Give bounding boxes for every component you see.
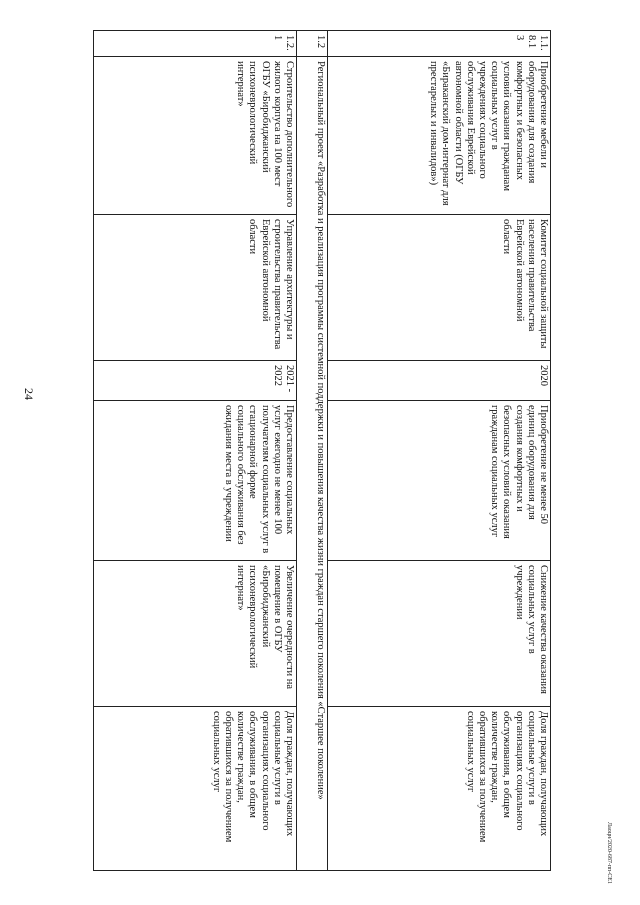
measure-name: Строительство дополнительного жилого корпуса на 100 мест ОГБУ «Биробиджанский психоневрологический интернат» (94, 57, 297, 215)
row-number: 1.2.1 (94, 31, 297, 57)
related-indicator: Доля граждан, получающих социальные услуги в организациях социального обслуживания, в общем количестве граждан, обратившихся за получением социальных услуг (94, 707, 297, 871)
rotated-table-container (31, 30, 551, 870)
document-code: Лаоцн/2020-687-пп-СЕ1 (606, 822, 612, 884)
table-row (297, 31, 328, 871)
row-number: 1.2 (297, 31, 328, 57)
consequences-of-non-implementation: Снижение качества оказания социальных услуг в учреждении (328, 561, 551, 707)
measure-name: Приобретение мебели и оборудования для создания комфортных и безопасных условий оказания гражданам социальных услуг в учреждениях социального обслуживания Еврейской автономной области (ОГБУ «Бираканский дом-интернат для престарелых и инвалидов») (328, 57, 551, 215)
related-indicator: Доля граждан, получающих социальные услуги в организациях социального обслуживания, в общем количестве граждан, обратившихся за получением социальных услуг (328, 707, 551, 871)
row-number: 1.1.8.13 (328, 31, 551, 57)
table-row (94, 31, 297, 871)
responsible-executor: Комитет социальной защиты населения правительства Еврейской автономной области (328, 215, 551, 361)
consequences-of-non-implementation: Увеличение очередности на помещение в ОГБУ «Биробиджанский психоневрологический интернат» (94, 561, 297, 707)
implementation-period: 2021 - 2022 (94, 361, 297, 401)
table-row (328, 31, 551, 871)
responsible-executor: Управление архитектуры и строительства правительства Еврейской автономной области (94, 215, 297, 361)
page-number: 24 (22, 388, 36, 400)
regional-project-title: Региональный проект «Разработка и реализация программы системной поддержки и повышения качества жизни граждан старшего поколения «Старшее поколение» (297, 57, 328, 871)
implementation-period: 2020 (328, 361, 551, 401)
expected-result: Приобретение не менее 50 единиц оборудования для создания комфортных и безопасных условий оказания гражданам социальных услуг (328, 401, 551, 561)
expected-result: Предоставление социальных услуг ежегодно не менее 100 получателям социальных услуг в стационарной форме социального обслуживания без ожидания места в учреждении (94, 401, 297, 561)
measures-table (93, 30, 551, 871)
